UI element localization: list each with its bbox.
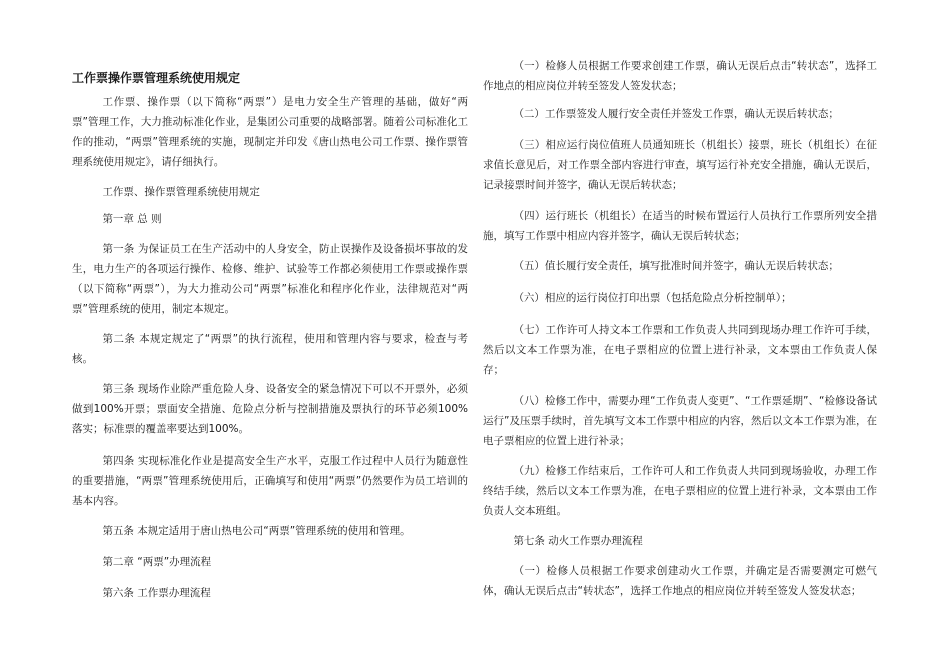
- step-6: （六）相应的运行岗位打印出票（包括危险点分析控制单）；: [513, 292, 792, 304]
- hot-work-step-1: （一）检修人员根据工作要求创建动火工作票，并确定是否需要测定可燃气体，确认无误后点击“转状态”，选择工作地点的相应岗位并转至签发人签发状态；: [483, 565, 877, 597]
- step-8: （八）检修工作中，需要办理“工作负责人变更”、“工作票延期”、“检修设备试运行”及压票手续时，首先填写文本工作票中相应的内容，然后以文本工作票为准，在电子票相应的位置上进行补录；: [483, 395, 877, 447]
- article-6: 第六条 工作票办理流程: [102, 587, 211, 599]
- step-2: （二）工作票签发人履行安全责任并签发工作票，确认无误后转状态；: [513, 108, 839, 120]
- chapter-1-heading: 第一章 总 则: [102, 213, 162, 225]
- step-1: （一）检修人员根据工作要求创建工作票，确认无误后点击“转状态”，选择工作地点的相应岗位并转至签发人签发状态；: [483, 60, 877, 92]
- article-3: 第三条 现场作业除严重危险人身、设备安全的紧急情况下可以不开票外，必须做到100%开票；票面安全措施、危险点分析与控制措施及票执行的环节必须100%落实；标准票的覆盖率要达到100%。: [72, 383, 468, 435]
- subtitle: 工作票、操作票管理系统使用规定: [102, 186, 260, 198]
- article-7: 第七条 动火工作票办理流程: [513, 535, 643, 547]
- article-1: 第一条 为保证员工在生产活动中的人身安全，防止误操作及设备损坏事故的发生，电力生产的各项运行操作、检修、维护、试验等工作都必须使用工作票或操作票（以下简称“两票”），为大力推动公司“两票”标准化和程序化作业，法律规范对“两票”管理系统的使用，制定本规定。: [72, 243, 468, 315]
- step-5: （五）值长履行安全责任，填写批准时间并签字，确认无误后转状态；: [513, 260, 839, 272]
- article-5: 第五条 本规定适用于唐山热电公司“两票”管理系统的使用和管理。: [102, 525, 411, 537]
- chapter-2-heading: 第二章 “两票”办理流程: [102, 556, 212, 568]
- intro-paragraph: 工作票、操作票（以下简称“两票”）是电力安全生产管理的基础，做好“两票”管理工作，大力推动标准化作业，是集团公司重要的战略部署。随着公司标准化工作的推动，“两票”管理系统的实施，现制定并印发《唐山热电公司工作票、操作票管理系统使用规定》，请仔细执行。: [72, 96, 468, 168]
- document-title: 工作票操作票管理系统使用规定: [72, 71, 241, 85]
- step-4: （四）运行班长（机组长）在适当的时候布置运行人员执行工作票所列安全措施，填写工作票中相应内容并签字，确认无误后转状态；: [483, 210, 877, 242]
- step-9: （九）检修工作结束后，工作许可人和工作负责人共同到现场验收，办理工作终结手续，然后以文本工作票为准，在电子票相应的位置上进行补录，文本票由工作负责人交本班组。: [483, 465, 877, 517]
- step-7: （七）工作许可人持文本工作票和工作负责人共同到现场办理工作许可手续，然后以文本工作票为准，在电子票相应的位置上进行补录，文本票由工作负责人保存；: [483, 324, 877, 376]
- article-2: 第二条 本规定规定了“两票”的执行流程，使用和管理内容与要求，检查与考核。: [72, 333, 468, 365]
- step-3: （三）相应运行岗位值班人员通知班长（机组长）接票，班长（机组长）在征求值长意见后，对工作票全部内容进行审查，填写运行补充安全措施，确认无误后，记录接票时间并签字，确认无误后转状态；: [483, 139, 877, 191]
- article-4: 第四条 实现标准化作业是提高安全生产水平，克服工作过程中人员行为随意性的重要措施，“两票”管理系统使用后，正确填写和使用“两票”仍然要作为员工培训的基本内容。: [72, 455, 468, 507]
